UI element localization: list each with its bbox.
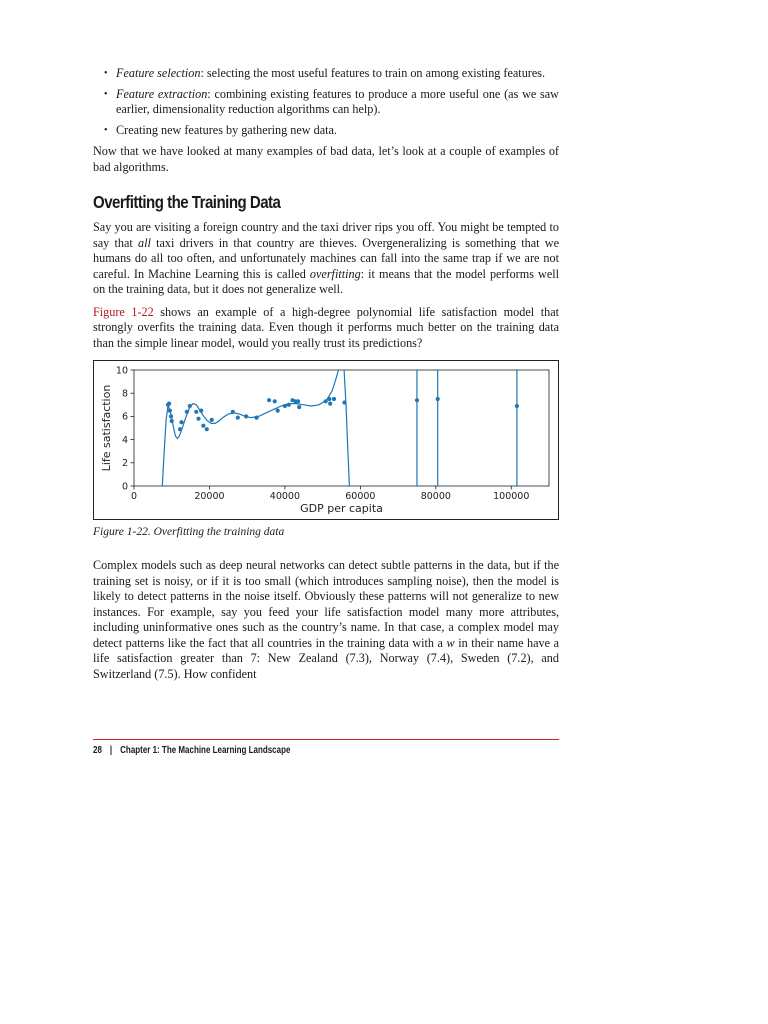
plot-frame xyxy=(134,370,549,486)
x-tick-label: 100000 xyxy=(493,491,530,502)
data-point xyxy=(436,397,440,401)
data-point xyxy=(201,424,205,428)
bullet-term: Feature selection xyxy=(116,66,201,80)
list-item xyxy=(93,66,559,82)
data-point xyxy=(244,414,248,418)
x-tick-label: 20000 xyxy=(194,491,225,502)
data-point xyxy=(255,416,259,420)
data-point xyxy=(342,400,346,404)
section-heading: Overfitting the Training Data xyxy=(93,192,281,212)
overfitting-chart xyxy=(94,361,558,519)
data-point xyxy=(276,409,280,413)
data-point xyxy=(236,416,240,420)
data-point xyxy=(231,410,235,414)
data-point xyxy=(328,402,332,406)
bullet-icon: • xyxy=(104,68,108,79)
data-point xyxy=(210,418,214,422)
data-point xyxy=(167,402,171,406)
data-point xyxy=(297,405,301,409)
data-point xyxy=(287,403,291,407)
data-point xyxy=(199,409,203,413)
y-axis-label: Life satisfaction xyxy=(100,384,113,472)
data-point xyxy=(169,414,173,418)
list-item xyxy=(93,123,559,139)
x-tick-label: 0 xyxy=(130,491,138,502)
x-tick-label: 40000 xyxy=(269,491,301,502)
data-point xyxy=(515,404,519,408)
data-point xyxy=(205,427,209,431)
figure-link[interactable]: Figure 1-22 xyxy=(93,304,154,319)
x-tick-label: 60000 xyxy=(345,491,376,502)
data-point xyxy=(185,410,189,414)
model-curve-segment xyxy=(344,370,349,486)
data-point xyxy=(194,410,198,414)
data-point xyxy=(296,399,300,403)
data-point xyxy=(188,404,192,408)
y-tick-label: 8 xyxy=(121,388,128,400)
data-point xyxy=(283,404,287,408)
data-point xyxy=(273,399,277,403)
data-point xyxy=(178,427,182,431)
data-point xyxy=(170,419,174,423)
data-point xyxy=(179,420,183,424)
bullet-text: Creating new features by gathering new data. xyxy=(116,122,337,137)
x-tick-label: 80000 xyxy=(420,491,451,502)
page-footer xyxy=(93,739,559,756)
y-tick-label: 2 xyxy=(121,458,128,470)
bullet-text: : selecting the most useful features to train on among existing features. xyxy=(200,66,546,80)
paragraph-complex-models: Complex models such as deep neural networks can detect subtle patterns in the data, but if the training set is noisy, or if it is too small (which introduces sampling noise), then the model is likely to detect patterns in the noise itself. Obviously these patterns will not generalize to new instances. For example, say you feed your life satisfaction model many more attributes, including uninformative ones such as the country’s name. In that case, a complex model may detect patterns like the fact that all countries in the training data with a w in their name have a life satisfaction greater than 7: New Zealand (7.3), Norway (7.4), Sweden (7.2), and Switzerland (7.5). How confident xyxy=(93,558,560,681)
list-item xyxy=(93,87,559,118)
data-point xyxy=(324,399,328,403)
figure-caption: Figure 1-22. Overfitting the training data xyxy=(93,526,285,538)
x-axis-label: GDP per capita xyxy=(300,502,383,515)
page-content xyxy=(93,66,559,682)
bullet-icon: • xyxy=(104,88,108,100)
page-number: 28 xyxy=(93,745,102,756)
y-tick-label: 10 xyxy=(115,365,128,377)
footer-separator: | xyxy=(109,745,113,756)
chapter-title: Chapter 1: The Machine Learning Landscape xyxy=(120,745,291,756)
bullet-icon: • xyxy=(104,124,108,136)
y-tick-label: 0 xyxy=(121,481,128,493)
data-point xyxy=(168,409,172,413)
bullet-text: : combining existing features to produce a more useful one (as we saw earlier, dimensionality reduction algorithms can help). xyxy=(116,86,559,116)
intro-paragraph: Now that we have looked at many examples of bad data, let’s look at a couple of examples of bad algorithms. xyxy=(93,144,559,174)
data-point xyxy=(267,398,271,402)
y-tick-label: 6 xyxy=(121,411,128,423)
model-curve xyxy=(162,370,338,486)
bullet-term: Feature extraction xyxy=(116,86,208,101)
data-point xyxy=(327,397,331,401)
data-point xyxy=(196,417,200,421)
data-point xyxy=(415,398,419,402)
paragraph-taxi: Say you are visiting a foreign country and the taxi driver rips you off. You might be tempted to say that all taxi drivers in that country are thieves. Overgeneralizing is something that we humans do all too often, and unfortunately machines can fall into the same trap if we are not careful. In Machine Learning this is called overfitting: it means that the model performs well on the training data, but it does not generalize well. xyxy=(93,220,560,296)
figure-frame xyxy=(93,360,559,520)
bullet-list xyxy=(93,66,559,138)
data-point xyxy=(332,397,336,401)
y-tick-label: 4 xyxy=(121,434,128,446)
paragraph-figure-ref: Figure 1-22 shows an example of a high-degree polynomial life satisfaction model that strongly overfits the training data. Even though it performs much better on the training data than the simple linear model, would you really trust its predictions? xyxy=(93,304,559,350)
